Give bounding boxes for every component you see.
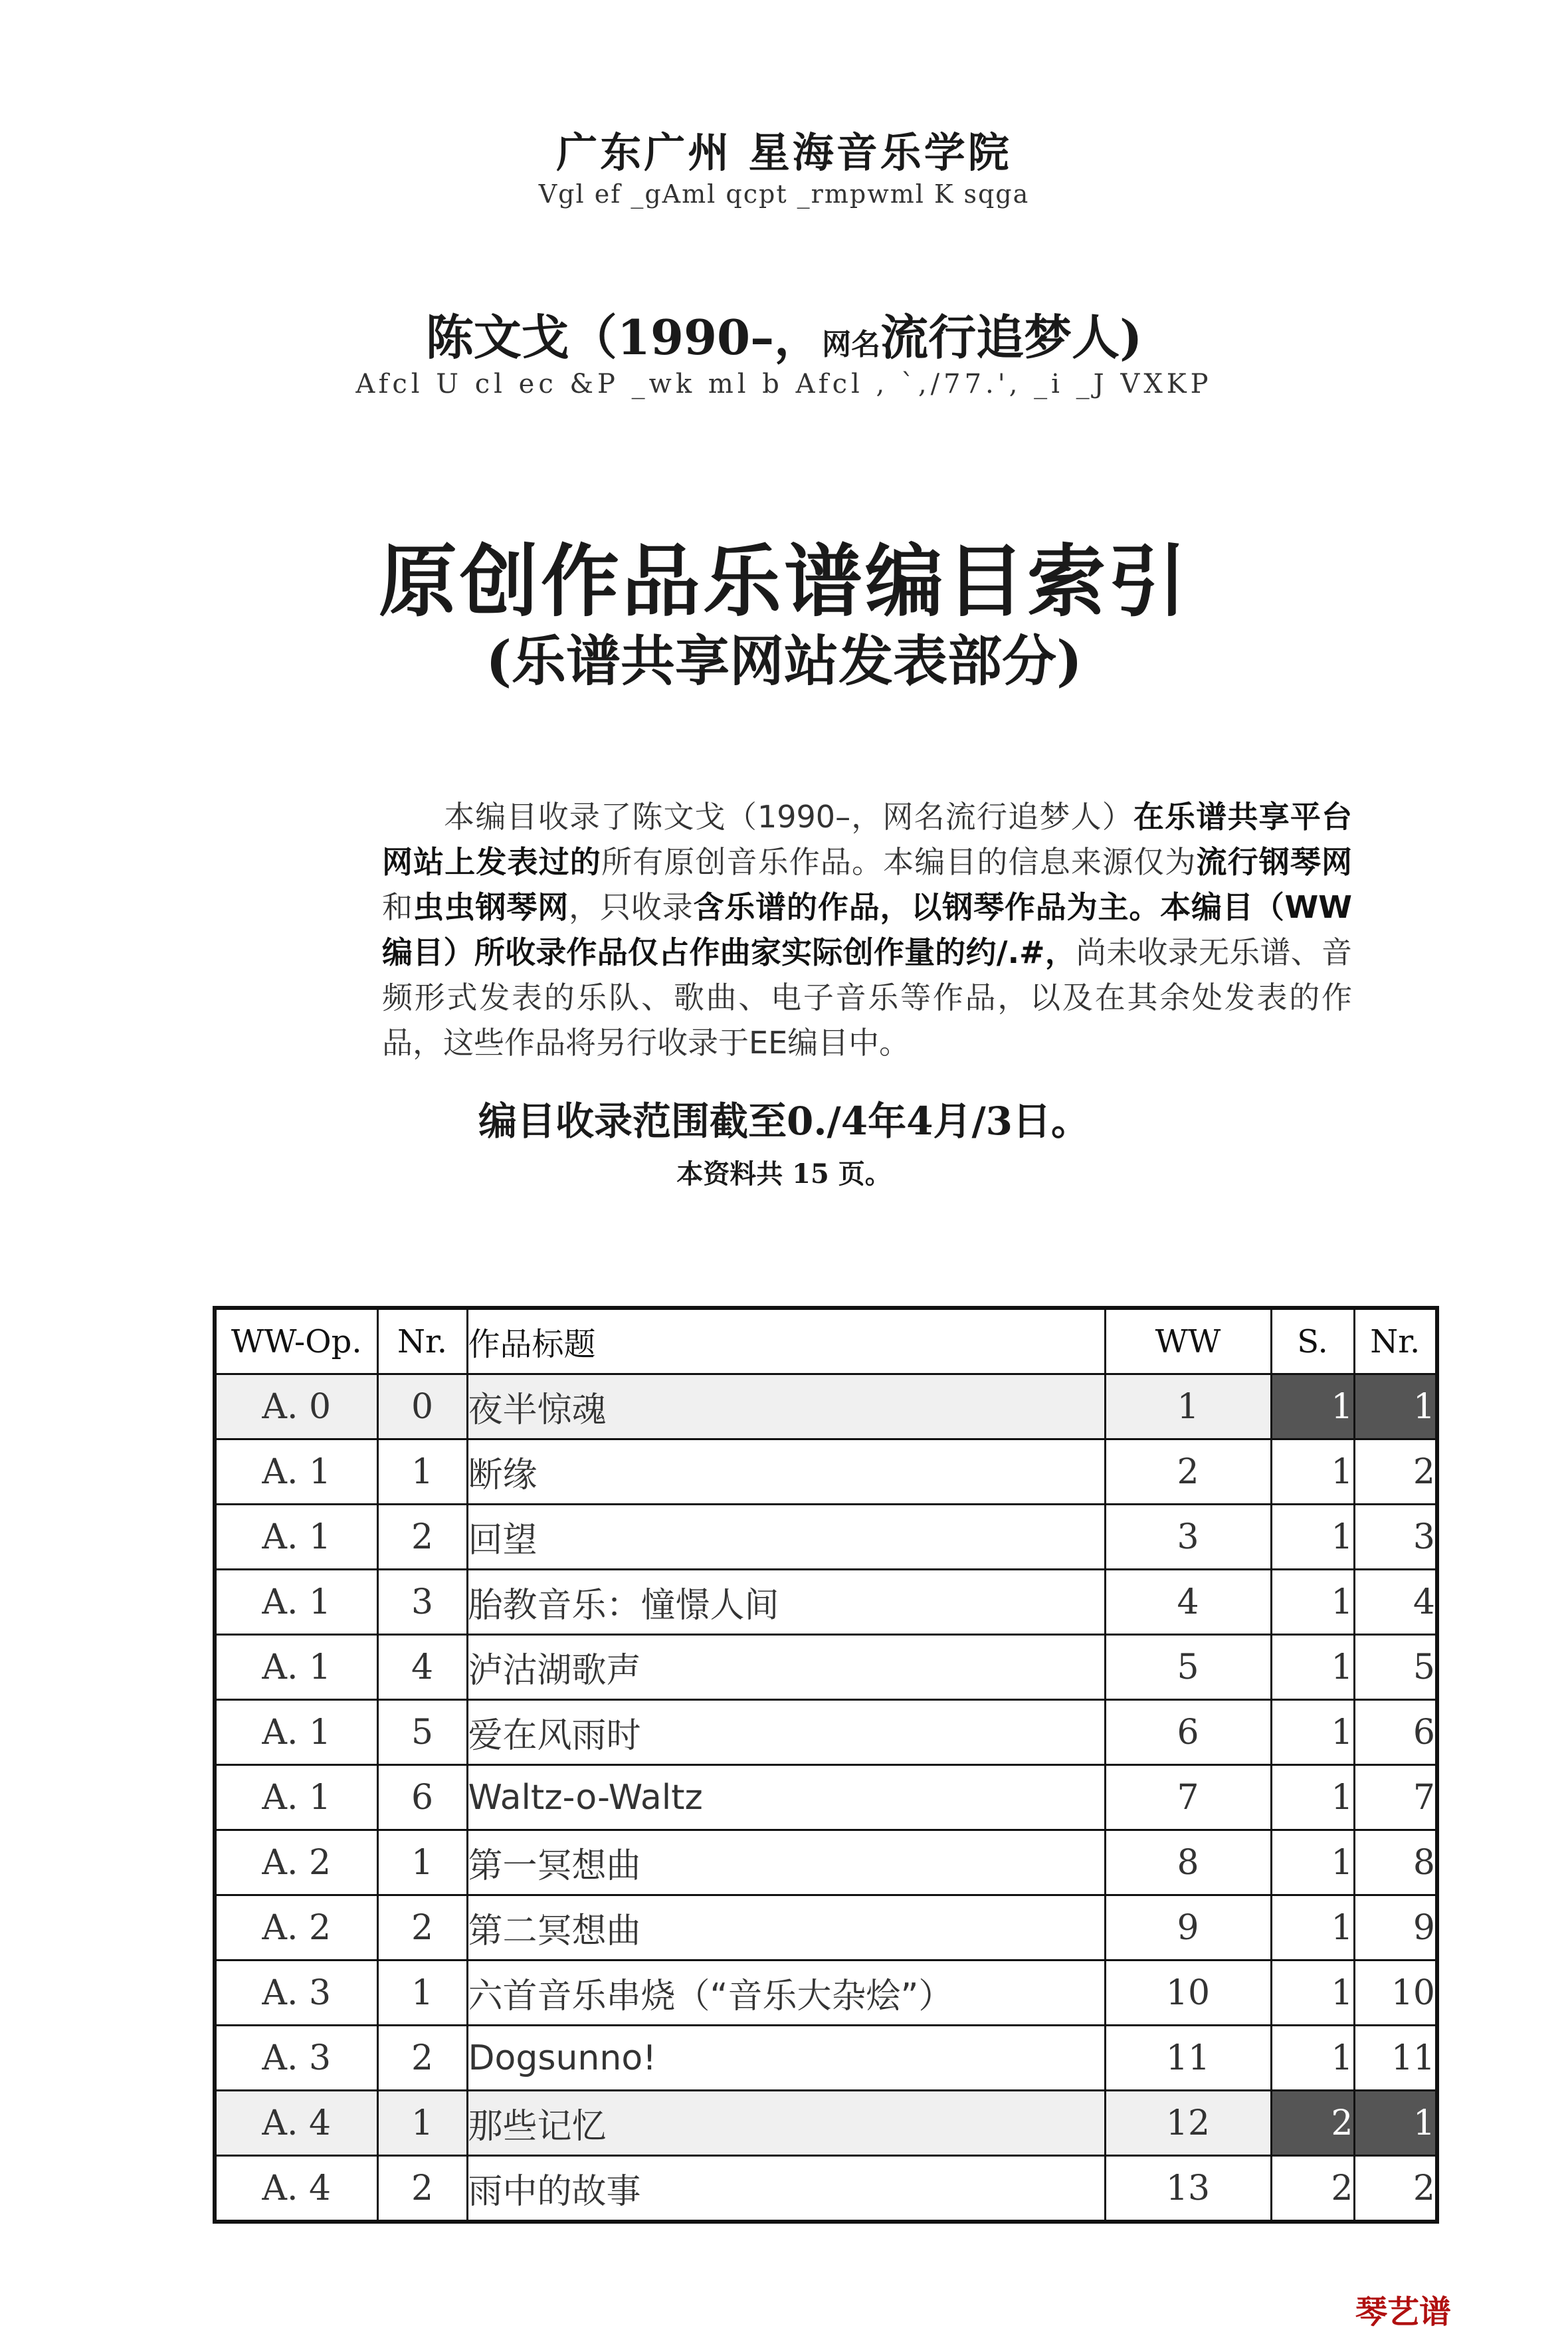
table-row (215, 1830, 1437, 1895)
cell-ww-op: A. 3 (215, 1961, 377, 2026)
header-ww-op: WW-Op. (215, 1308, 377, 1374)
page-count-note: 本资料共 15 页。 (676, 1158, 892, 1190)
cutoff-date: 编目收录范围截至0./4年4月/3日。 (478, 1099, 1090, 1144)
cell-nr2: 7 (1354, 1765, 1437, 1830)
cell-ww-op: A. 4 (215, 2091, 377, 2156)
cell-ww-op: A. 1 (215, 1505, 377, 1570)
cell-s: 2 (1271, 2156, 1354, 2222)
table-row (215, 1374, 1437, 1439)
table-row (215, 2091, 1437, 2156)
cell-nr: 3 (377, 1570, 467, 1635)
cell-ww: 13 (1105, 2156, 1271, 2222)
cell-title: Waltz-o-Waltz (467, 1765, 1105, 1830)
cell-ww-op: A. 1 (215, 1635, 377, 1700)
cell-nr2: 9 (1354, 1895, 1437, 1961)
cell-s: 1 (1271, 2026, 1354, 2091)
intro-paragraph (382, 794, 1352, 1065)
table-row (215, 1570, 1437, 1635)
cell-title: 六首音乐串烧（“音乐大杂烩”） (467, 1961, 1105, 2026)
cell-nr2: 5 (1354, 1635, 1437, 1700)
cell-s: 1 (1271, 1439, 1354, 1505)
cell-title: 胎教音乐：憧憬人间 (467, 1570, 1105, 1635)
table-row (215, 1439, 1437, 1505)
table-row (215, 1635, 1437, 1700)
intro-text-5: 和 (382, 889, 413, 925)
cell-s: 1 (1271, 1374, 1354, 1439)
cell-s: 1 (1271, 1505, 1354, 1570)
intro-text-4: 流行钢琴网 (1196, 844, 1353, 880)
cell-nr2: 4 (1354, 1570, 1437, 1635)
cell-ww: 11 (1105, 2026, 1271, 2091)
cell-nr: 2 (377, 1895, 467, 1961)
table-row (215, 1765, 1437, 1830)
cell-ww-op: A. 1 (215, 1439, 377, 1505)
cell-ww: 7 (1105, 1765, 1271, 1830)
cell-title: 第二冥想曲 (467, 1895, 1105, 1961)
table-row (215, 1961, 1437, 2026)
cell-nr2: 10 (1354, 1961, 1437, 2026)
header-s: S. (1271, 1308, 1354, 1374)
cell-ww: 6 (1105, 1700, 1271, 1765)
table-row (215, 1895, 1437, 1961)
table-row (215, 2026, 1437, 2091)
header-nr2: Nr. (1354, 1308, 1437, 1374)
cell-nr2: 1 (1354, 1374, 1437, 1439)
cell-ww: 4 (1105, 1570, 1271, 1635)
cell-ww-op: A. 1 (215, 1570, 377, 1635)
cell-ww-op: A. 4 (215, 2156, 377, 2222)
intro-text-7: ，只收录 (569, 889, 694, 925)
cell-nr2: 3 (1354, 1505, 1437, 1570)
cell-title: 泸沽湖歌声 (467, 1635, 1105, 1700)
header-ww: WW (1105, 1308, 1271, 1374)
intro-text-1: 本编目收录了陈文戈（1990–，网名流行追梦人） (443, 799, 1133, 835)
intro-text-3: 所有原创音乐作品。本编目的信息来源仅为 (601, 844, 1197, 880)
intro-text-9: 尚未收录无乐谱、音频形式发表的乐队、歌曲、电子音乐等作品，以及在其余处发表的作品，这些作品将另行收录于EE编目中。 (382, 934, 1352, 1061)
cell-s: 1 (1271, 1700, 1354, 1765)
cell-title: 那些记忆 (467, 2091, 1105, 2156)
table-row (215, 1700, 1437, 1765)
cell-s: 1 (1271, 1765, 1354, 1830)
cell-ww: 10 (1105, 1961, 1271, 2026)
cell-nr: 2 (377, 2156, 467, 2222)
cell-nr: 1 (377, 1830, 467, 1895)
cell-ww-op: A. 0 (215, 1374, 377, 1439)
cell-s: 2 (1271, 2091, 1354, 2156)
table-header-row (215, 1308, 1437, 1374)
catalogue-table (213, 1306, 1439, 2224)
institution-name: 广东广州 星海音乐学院 (556, 128, 1012, 177)
cell-nr: 1 (377, 2091, 467, 2156)
cell-nr: 0 (377, 1374, 467, 1439)
cell-ww-op: A. 1 (215, 1765, 377, 1830)
cell-nr: 6 (377, 1765, 467, 1830)
cell-s: 1 (1271, 1830, 1354, 1895)
cell-nr: 2 (377, 2026, 467, 2091)
cell-nr2: 6 (1354, 1700, 1437, 1765)
cell-ww: 9 (1105, 1895, 1271, 1961)
cell-ww: 8 (1105, 1830, 1271, 1895)
intro-text-8: 含乐谱的作品，以钢琴作品为主。本编目（WW编目）所收录作品仅占作曲家实际创作量的约/.#， (382, 889, 1353, 970)
cell-nr: 2 (377, 1505, 467, 1570)
cell-nr: 1 (377, 1961, 467, 2026)
qinyipu-logo: 琴艺谱 (1355, 2293, 1452, 2331)
cell-ww-op: A. 2 (215, 1830, 377, 1895)
cell-ww-op: A. 1 (215, 1700, 377, 1765)
cell-title: Dogsunno! (467, 2026, 1105, 2091)
cell-ww: 12 (1105, 2091, 1271, 2156)
table-row (215, 1505, 1437, 1570)
composer-alias-prefix: 网名 (822, 328, 881, 362)
cell-s: 1 (1271, 1895, 1354, 1961)
cell-s: 1 (1271, 1570, 1354, 1635)
header-title: 作品标题 (467, 1308, 1105, 1374)
cell-nr: 5 (377, 1700, 467, 1765)
cell-ww: 5 (1105, 1635, 1271, 1700)
intro-text-2: 在乐谱共享平台网站上发表过的 (382, 799, 1353, 880)
cell-ww: 1 (1105, 1374, 1271, 1439)
cell-ww-op: A. 2 (215, 1895, 377, 1961)
composer-alias: 流行追梦人) (880, 309, 1143, 366)
document-title: 原创作品乐谱编目索引 (378, 535, 1189, 627)
cell-title: 第一冥想曲 (467, 1830, 1105, 1895)
cell-nr: 4 (377, 1635, 467, 1700)
cell-title: 夜半惊魂 (467, 1374, 1105, 1439)
cell-nr: 1 (377, 1439, 467, 1505)
composer-line (0, 299, 1568, 368)
cell-ww: 3 (1105, 1505, 1271, 1570)
cell-title: 回望 (467, 1505, 1105, 1570)
cell-ww: 2 (1105, 1439, 1271, 1505)
cell-s: 1 (1271, 1635, 1354, 1700)
cell-nr2: 11 (1354, 2026, 1437, 2091)
cell-nr2: 2 (1354, 2156, 1437, 2222)
document-subtitle: (乐谱共享网站发表部分) (486, 629, 1082, 693)
cell-title: 爱在风雨时 (467, 1700, 1105, 1765)
cell-nr2: 1 (1354, 2091, 1437, 2156)
cell-nr2: 8 (1354, 1830, 1437, 1895)
cell-title: 断缘 (467, 1439, 1105, 1505)
cell-nr2: 2 (1354, 1439, 1437, 1505)
institution-name-transliteration: Vgl ef _gAml qcpt _rmpwml K sqga (538, 179, 1030, 209)
cell-ww-op: A. 3 (215, 2026, 377, 2091)
composer-name: 陈文戈（1990–， (425, 309, 823, 366)
composer-transliteration: Afcl U cl ec &P _wk ml b Afcl , `,/77.', _i _J VXKP (355, 369, 1213, 399)
cell-s: 1 (1271, 1961, 1354, 2026)
cell-title: 雨中的故事 (467, 2156, 1105, 2222)
header-nr: Nr. (377, 1308, 467, 1374)
table-row (215, 2156, 1437, 2222)
intro-text-6: 虫虫钢琴网 (413, 889, 569, 925)
